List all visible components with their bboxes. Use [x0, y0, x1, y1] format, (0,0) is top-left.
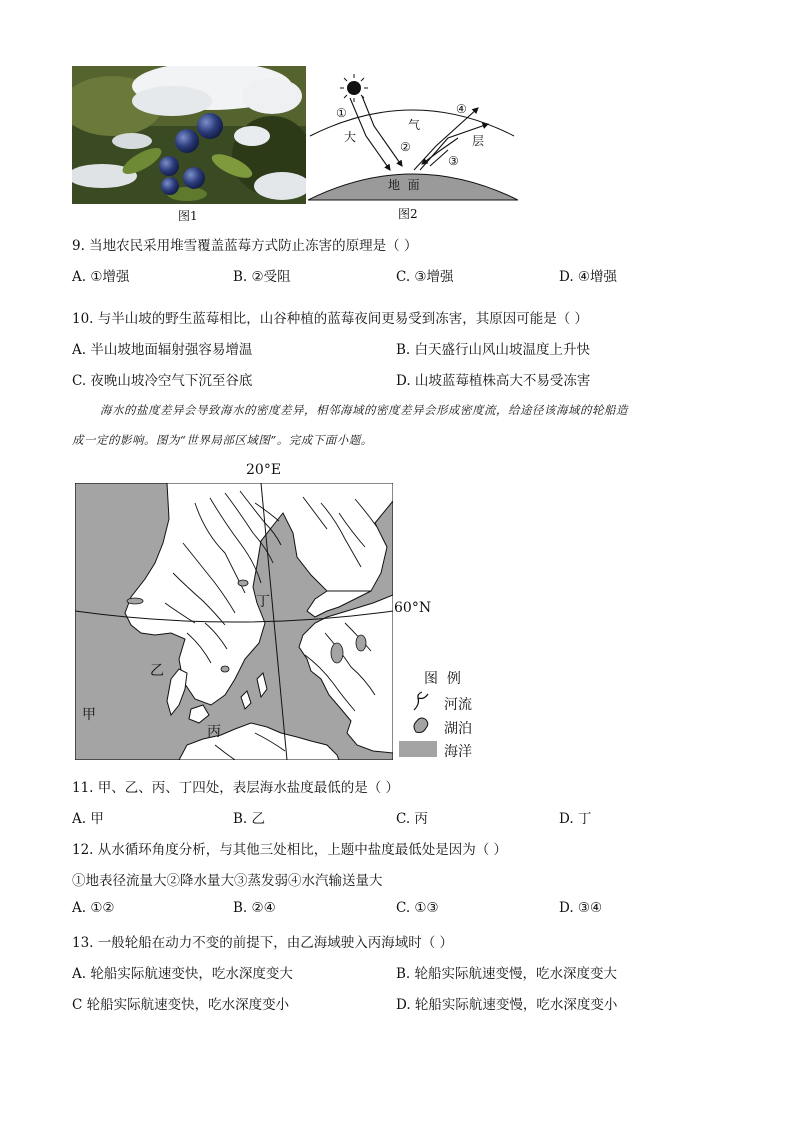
q12-option-a: A. ①②: [72, 900, 115, 916]
map-figure: [75, 483, 393, 760]
figure1-caption: 图1: [178, 209, 198, 223]
latitude-label: 60°N: [394, 600, 432, 616]
q12-option-b: B. ②④: [233, 900, 276, 916]
sun-icon: [340, 74, 368, 102]
marker-3: ③: [448, 154, 459, 168]
q13-option-d: D. 轮船实际航速变慢，吃水深度变小: [396, 997, 618, 1013]
intro-line-2: 成一定的影响。图为“世界局部区域图”。完成下面小题。: [72, 433, 373, 447]
place-jia: 甲: [82, 707, 96, 723]
q10-stem: 10. 与半山坡的野生蓝莓相比，山谷种植的蓝莓夜间更易受到冻害，其原因可能是（ ）: [72, 311, 589, 327]
q9-option-c: C. ③增强: [396, 269, 454, 285]
q11-option-b: B. 乙: [233, 811, 266, 827]
place-bing: 丙: [207, 724, 221, 740]
atmosphere-char-3: 层: [472, 134, 485, 148]
q11-option-d: D. 丁: [559, 811, 592, 827]
legend-title: 图 例: [424, 671, 461, 687]
place-ding: 丁: [256, 594, 270, 610]
figure2-diagram: [308, 66, 518, 206]
place-yi: 乙: [150, 663, 164, 679]
legend-ocean-label: 海洋: [444, 744, 472, 760]
legend-lake-icon: [410, 714, 432, 736]
q13-option-c: C 轮船实际航速变快，吃水深度变小: [72, 997, 290, 1013]
q9-stem: 9. 当地农民采用堆雪覆盖蓝莓方式防止冻害的原理是（ ）: [72, 238, 418, 254]
q12-statement: ①地表径流量大②降水量大③蒸发弱④水汽输送量大: [72, 873, 383, 889]
q10-option-d: D. 山坡蓝莓植株高大不易受冻害: [396, 373, 591, 389]
q10-option-b: B. 白天盛行山风山坡温度上升快: [396, 342, 591, 358]
q11-stem: 11. 甲、乙、丙、丁四处，表层海水盐度最低的是（ ）: [72, 780, 400, 796]
q11-option-c: C. 丙: [396, 811, 428, 827]
ground-label: 地 面: [388, 178, 420, 192]
q9-option-a: A. ①增强: [72, 269, 130, 285]
q10-option-c: C. 夜晚山坡冷空气下沉至谷底: [72, 373, 253, 389]
figure2-caption: 图2: [398, 207, 418, 221]
q13-option-b: B. 轮船实际航速变慢，吃水深度变大: [396, 966, 618, 982]
legend-ocean-swatch: [399, 741, 437, 757]
atmosphere-char-1: 大: [344, 130, 357, 144]
intro-line-1: 海水的盐度差异会导致海水的密度差异，相邻海域的密度差异会形成密度流，给途径该海域的轮船造: [100, 403, 628, 417]
q12-option-c: C. ①③: [396, 900, 439, 916]
figure1-photo: [72, 66, 306, 204]
q13-stem: 13. 一般轮船在动力不变的前提下，由乙海域驶入丙海域时（ ）: [72, 935, 454, 951]
atmosphere-char-2: 气: [408, 118, 421, 132]
q11-option-a: A. 甲: [72, 811, 104, 827]
longitude-label: 20°E: [246, 462, 282, 478]
marker-2: ②: [400, 140, 411, 154]
marker-4: ④: [456, 102, 467, 116]
legend-lake-label: 湖泊: [444, 721, 472, 737]
q9-option-b: B. ②受阻: [233, 269, 291, 285]
marker-1: ①: [336, 106, 347, 120]
q12-option-d: D. ③④: [559, 900, 603, 916]
q9-option-d: D. ④增强: [559, 269, 618, 285]
q13-option-a: A. 轮船实际航速变快，吃水深度变大: [72, 966, 293, 982]
q10-option-a: A. 半山坡地面辐射强容易增温: [72, 342, 253, 358]
legend-river-icon: [410, 690, 432, 712]
q12-stem: 12. 从水循环角度分析，与其他三处相比，上题中盐度最低处是因为（ ）: [72, 842, 508, 858]
legend-river-label: 河流: [444, 697, 472, 713]
